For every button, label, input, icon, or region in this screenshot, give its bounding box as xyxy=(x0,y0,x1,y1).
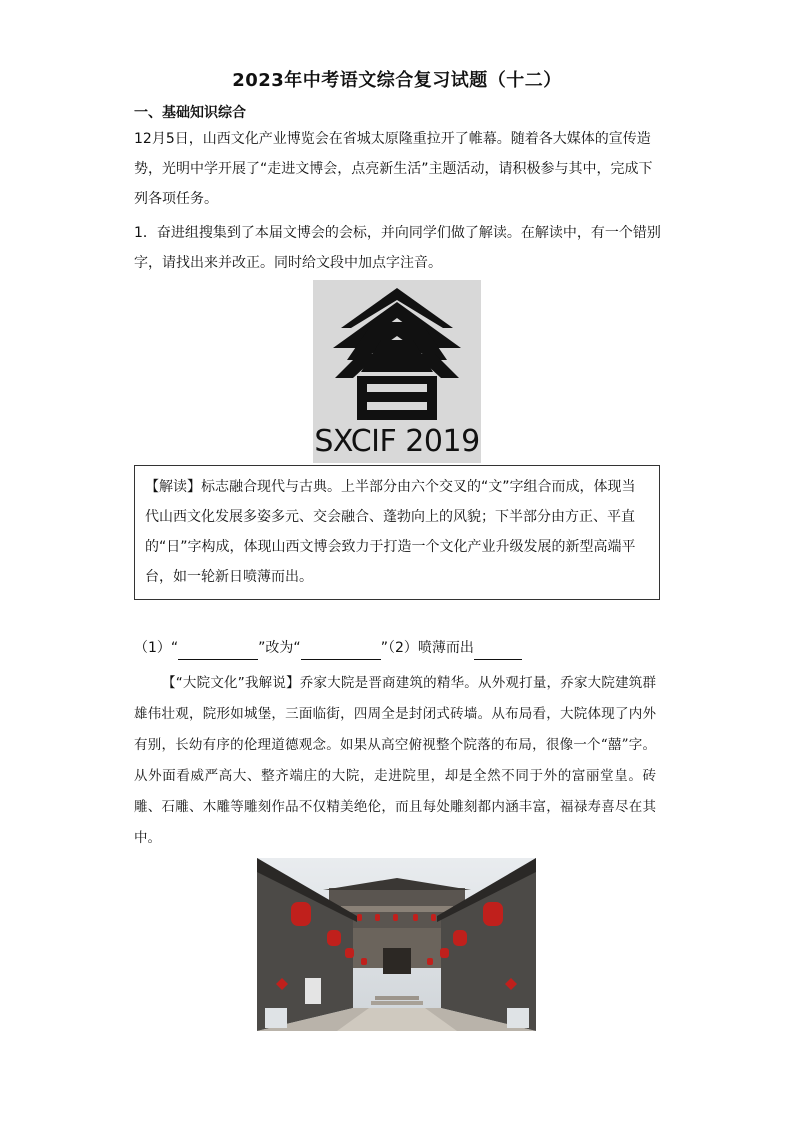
reading-heading: 【“大院文化”我解说】 xyxy=(162,675,300,691)
interpretation-box: 【解读】标志融合现代与古典。上半部分由六个交叉的“文”字组合而成，体现当代山西文化发展多姿多元、交会融合、蓬勃向上的风貌；下半部分由方正、平直的“日”字构成，体现山西文博会致力于打造一个文化产业升级发展的新型高端平台，如一轮新日喷薄而出。 xyxy=(134,465,660,600)
page-title: 2023年中考语文综合复习试题（十二） xyxy=(232,70,562,91)
answer-blanks xyxy=(134,636,522,660)
answer-blank-pinyin[interactable] xyxy=(474,641,522,660)
reading-body: 乔家大院是晋商建筑的精华。从外观打量，乔家大院建筑群雄伟壮观，院形如城堡，三面临街，四周全是封闭式砖墙。从布局看，大院体现了内外有别，长幼有序的伦理道德观念。如果从高空俯视整个院落的布局，很像一个“囍”字。从外面看威严高大、整齐端庄的大院，走进院里，却是全然不同于外的富丽堂皇。砖雕、石雕、木雕等雕刻作品不仅精美绝伦，而且每处雕刻都内涵丰富，福禄寿喜尽在其中。 xyxy=(134,675,656,846)
blank-label-1: （1）“ xyxy=(134,640,179,656)
answer-blank-correct-char[interactable] xyxy=(301,641,381,660)
reading-passage xyxy=(134,668,656,854)
courtyard-photo-illustration xyxy=(257,858,536,1031)
logo-text: SXCIF 2019 xyxy=(314,424,480,459)
question-1: 1．奋进组搜集到了本届文博会的会标，并向同学们做了解读。在解读中，有一个错别字，请找出来并改正。同时给文段中加点字注音。 xyxy=(134,225,661,271)
section-heading: 一、基础知识综合 xyxy=(134,105,246,121)
expo-logo xyxy=(313,280,481,463)
intro-paragraph: 12月5日，山西文化产业博览会在省城太原隆重拉开了帷幕。随着各大媒体的宣传造势，光明中学开展了“走进文博会，点亮新生活”主题活动，请积极参与其中，完成下列各项任务。 xyxy=(134,131,653,207)
blank-label-2: ”改为“ xyxy=(258,640,301,656)
courtyard-photo xyxy=(257,858,536,1031)
blank-label-3: ”（2）喷薄而出 xyxy=(380,640,474,656)
answer-blank-wrong-char[interactable] xyxy=(178,641,258,660)
